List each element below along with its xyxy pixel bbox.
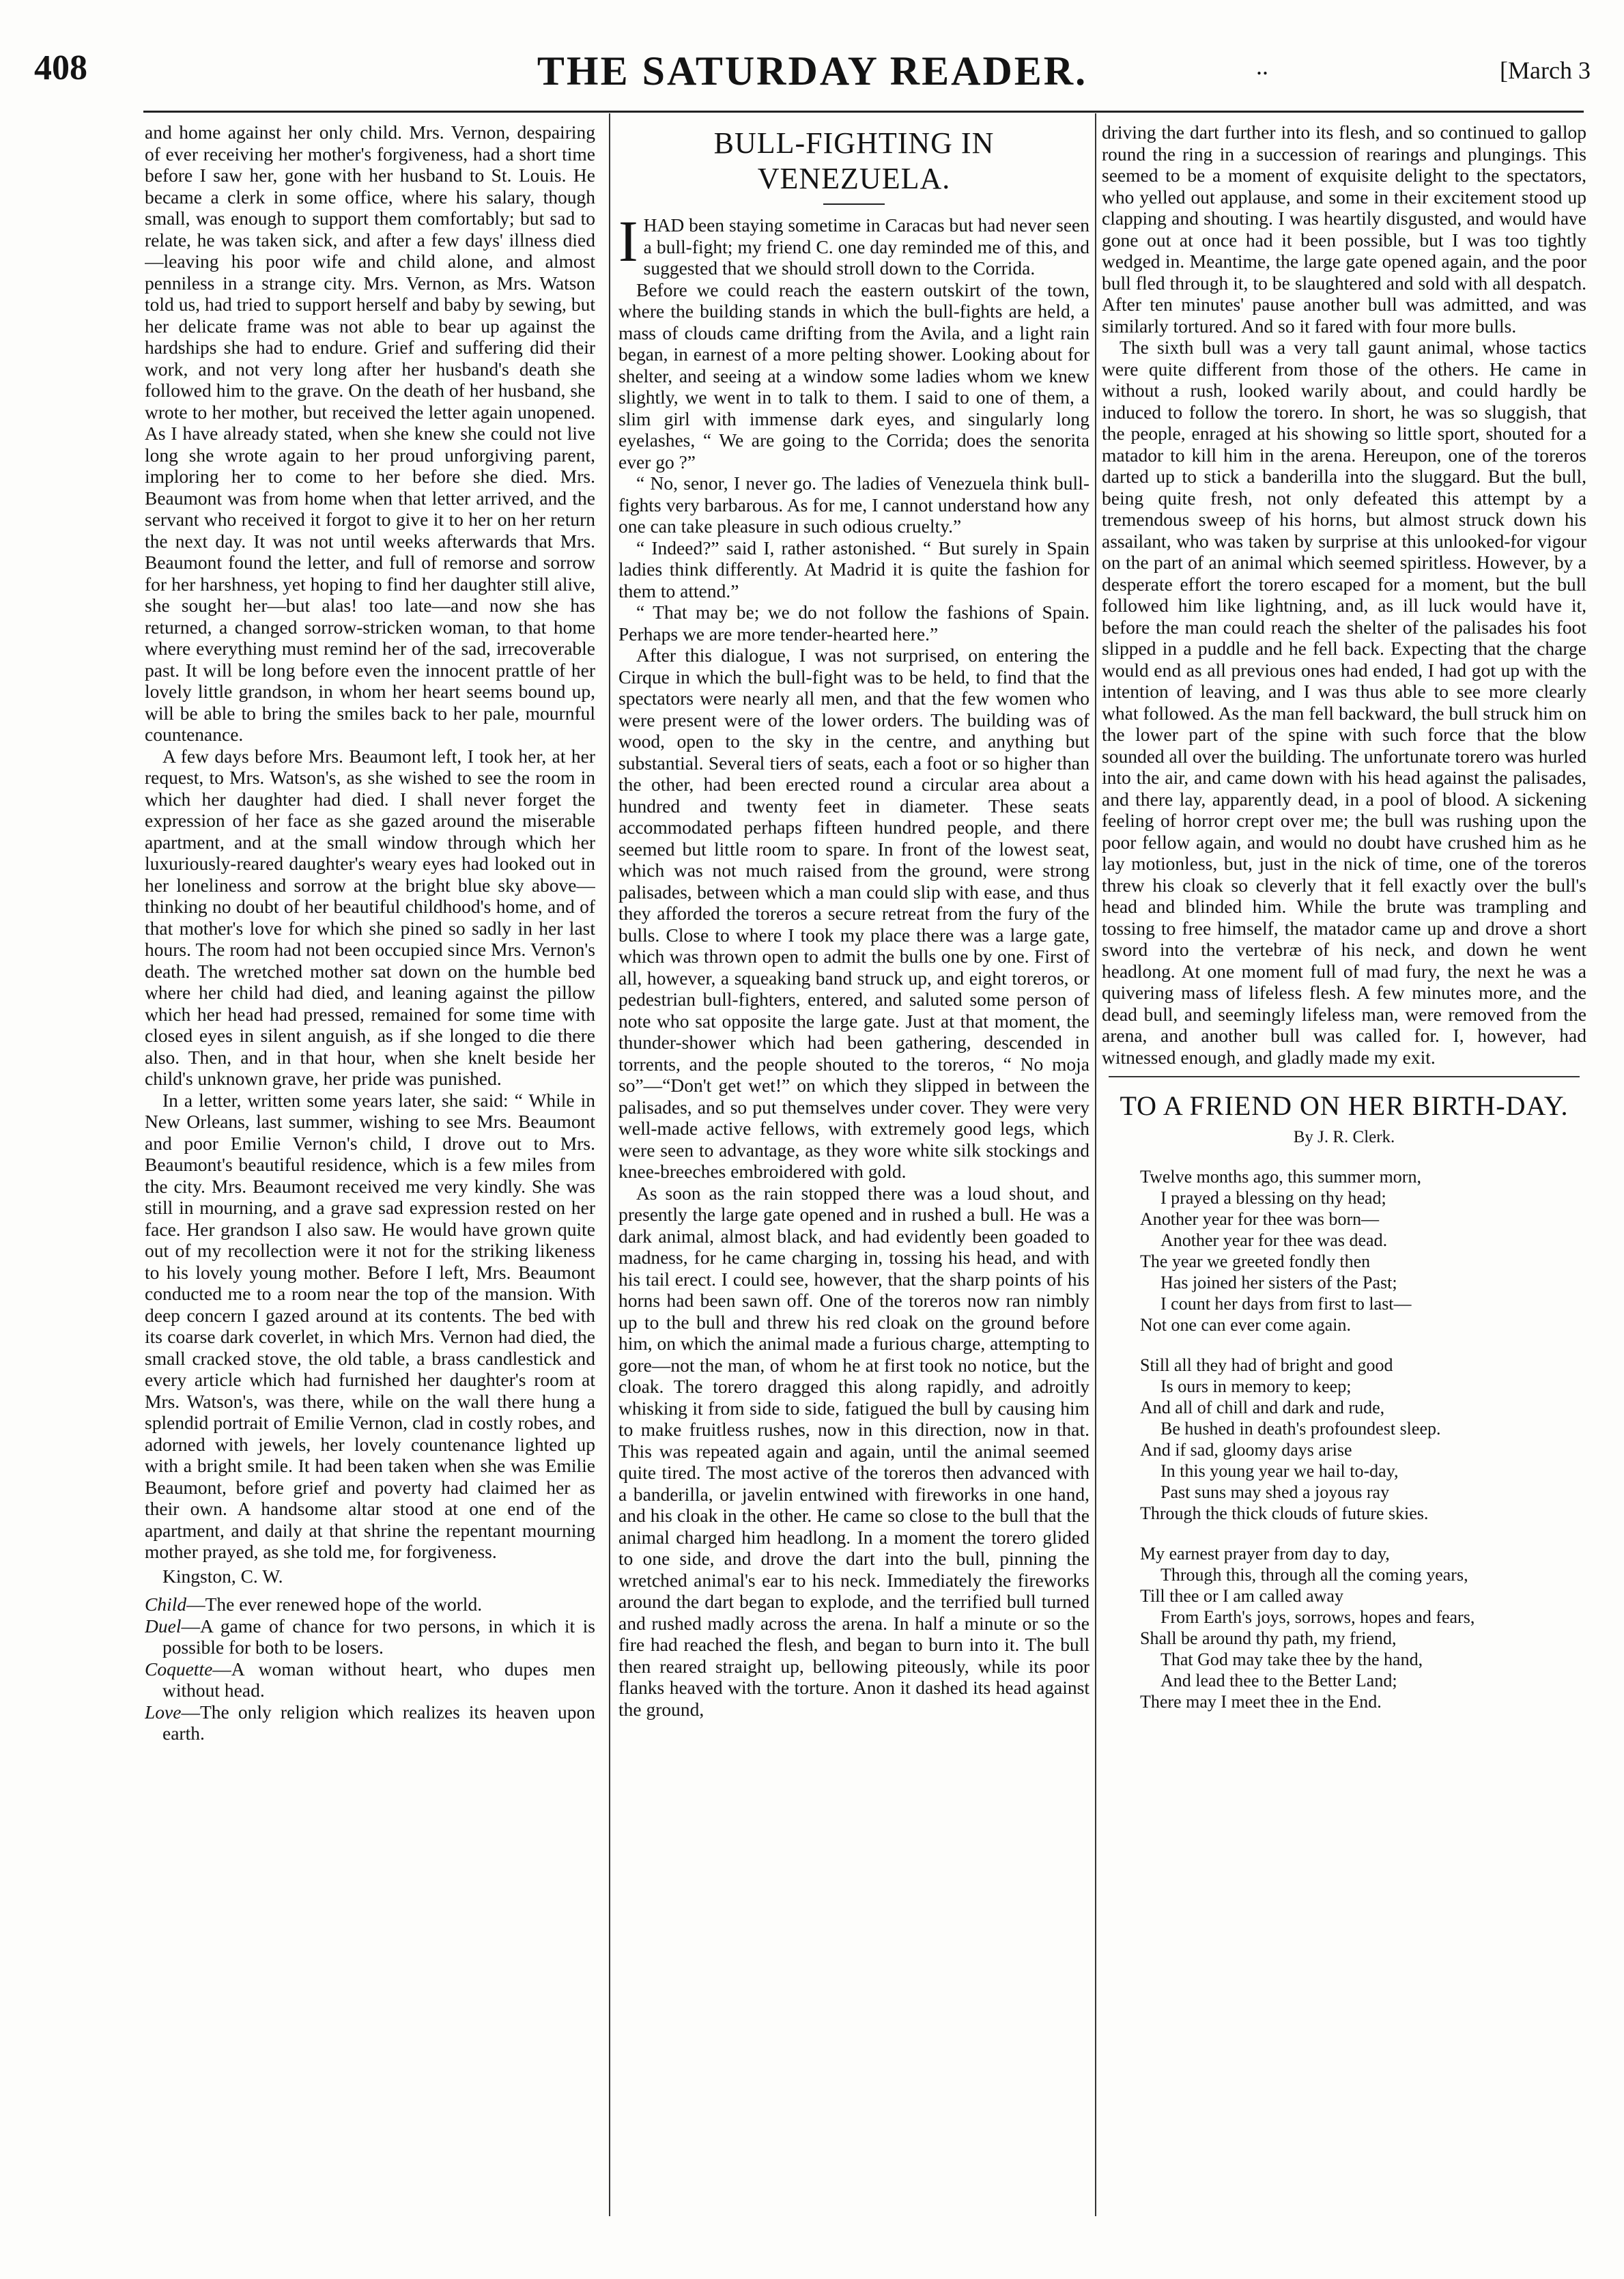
article-paragraph: After this dialogue, I was not surprised, on entering the Cirque in which the bull-fight was to be held, to find that the spectators were nearly all men, and that the few women who were present were of the lower orders. The building was of wood, open to the sky in the centre, and anything but substantial. Several tiers of seats, each a foot or so higher than the other, had been erected round a circular area about a hundred and twenty feet in diameter. These seats accommodated perhaps fifteen hundred people, and there seemed but little room to spare. In front of the lowest seat, which was not much raised from the ground, were strong palisades, between which a man could slip with ease, and thus they afforded the toreros a secure retreat from the fury of the bulls. Close to where I took my place there was a large gate, which was thrown open to admit the bulls one by one. First of all, however, a squeaking band struck up, and eight toreros, or pedestrian bull-fighters, entered, and saluted some person of note who sat opposite the large gate. Just at that moment, the thunder-shower which had been gathering, descended in torrents, and the people shouted to the toreros, “ No moja so”—“Don't get wet!” on which they slipped in between the palisades, and so put themselves under cover. They were very well-made active fellows, with extremely good legs, which were seen to advantage, as they wore white silk stockings and knee-breeches embroidered with gold. xyxy=(618,645,1089,1182)
story-paragraph: In a letter, written some years later, she said: “ While in New Orleans, last summer, wishing to see Mrs. Beaumont and poor Emilie Vernon's child, I drove out to Mrs. Beaumont's beautiful residence, which is a few miles from the city. Mrs. Beaumont received me very kindly. She was still in mourning, and a grave sad expression rested on her face. Her grandson I also saw. He would have grown quite out of my recollection were it not for the striking likeness to his lovely young mother. Before I left, Mrs. Beaumont conducted me to a room near the top of the mansion. With deep concern I gazed around at its contents. The bed with its coarse dark coverlet, in which Mrs. Vernon had died, the small cracked stove, the old table, a brass candlestick and every article which had furnished her daughter's room at Mrs. Watson's, was there, while on the wall there hung a splendid portrait of Emilie Vernon, clad in costly robes, and adorned with jewels, her lovely countenance lighted up with a bright smile. It had been taken when she was Emilie Beaumont, before grief and poverty had claimed her as their own. A handsome altar stood at one end of the apartment, and daily at that shrine the repentant mourning mother prayed, as she told me, for forgiveness. xyxy=(145,1089,595,1562)
poem-line: That God may take thee by the hand, xyxy=(1160,1649,1423,1669)
story-signature: Kingston, C. W. xyxy=(162,1565,283,1587)
definition-term: Child xyxy=(145,1594,187,1615)
poem-line: Not one can ever come again. xyxy=(1140,1314,1351,1335)
definition-text: —The only religion which realizes its heaven upon earth. xyxy=(162,1701,595,1744)
definition-item xyxy=(145,1658,595,1701)
poem-line: Be hushed in death's profoundest sleep. xyxy=(1160,1418,1441,1439)
section-rule xyxy=(1109,1076,1580,1077)
poem-line: Is ours in memory to keep; xyxy=(1160,1376,1352,1396)
poem-line: Shall be around thy path, my friend, xyxy=(1140,1628,1397,1648)
definitions xyxy=(145,1594,595,1744)
poem-line: And all of chill and dark and rude, xyxy=(1140,1397,1385,1417)
column-two xyxy=(618,122,1089,2224)
page-header xyxy=(34,48,1591,102)
definition-item xyxy=(145,1594,595,1615)
poem-line: Through the thick clouds of future skies. xyxy=(1140,1503,1429,1523)
poem-body xyxy=(1102,1166,1586,1712)
story-paragraph: and home against her only child. Mrs. Vernon, despairing of ever receiving her mother's forgiveness, had a short time before I saw her, gone with her husband to St. Louis. He became a clerk in some office, where his salary, though small, was enough to support them comfortably; but sad to relate, he was taken sick, and after a few days' illness died—leaving his poor wife and child alone, and almost penniless in a strange city. Mrs. Vernon, as Mrs. Watson told us, had tried to support herself and baby by sewing, but her delicate frame was not able to bear up against the hardships she had to endure. Grief and suffering did their work, and not very long after her husband's death she followed him to the grave. On the death of her husband, she wrote to her mother, but received the letter again unopened. As I have already stated, when she knew she could not live long she wrote again to her proud unforgiving parent, imploring her to come to her before she died. Mrs. Beaumont was from home when that letter arrived, and the servant who received it forgot to give it to her on her return the next day. It was not until weeks afterwards that Mrs. Beaumont found the letter, and full of remorse and sorrow for her harshness, yet hoping to find her daughter still alive, she sought her—but alas! too late—and now she has returned, a changed sorrow-stricken woman, to that home where everything must remind her of the sad, irrecoverable past. It will be long before even the innocent prattle of her lovely little grandson, in whom her heart seems bound up, will be able to bring the smiles back to her pale, mournful countenance. xyxy=(145,122,595,745)
poem-line: The year we greeted fondly then xyxy=(1140,1251,1371,1271)
article-paragraph xyxy=(618,208,1089,279)
poem-line: From Earth's joys, sorrows, hopes and fears, xyxy=(1160,1606,1475,1627)
poem-stanza xyxy=(1140,1166,1586,1335)
poem-line: There may I meet thee in the End. xyxy=(1140,1691,1382,1712)
poem-line: I count her days from first to last— xyxy=(1160,1293,1412,1314)
column-three xyxy=(1102,122,1586,2224)
header-dots: .. xyxy=(1256,53,1268,80)
article-title: BULL-FIGHTING IN VENEZUELA. xyxy=(713,126,995,195)
poem-line: Another year for thee was born— xyxy=(1140,1208,1380,1229)
definition-text: —The ever renewed hope of the world. xyxy=(186,1594,483,1615)
poem-line: Still all they had of bright and good xyxy=(1140,1355,1393,1375)
poem-line: Has joined her sisters of the Past; xyxy=(1160,1272,1397,1292)
poem-line: Another year for thee was dead. xyxy=(1160,1230,1388,1250)
poem-line: Twelve months ago, this summer morn, xyxy=(1140,1166,1421,1187)
masthead: THE SATURDAY READER. xyxy=(537,48,1088,94)
article-paragraph: “ That may be; we do not follow the fashions of Spain. Perhaps we are more tender-hearted here.” xyxy=(618,601,1089,645)
poem-stanza xyxy=(1140,1543,1586,1712)
issue-date: [March 3 xyxy=(1500,57,1591,84)
article-paragraph: Before we could reach the eastern outskirt of the town, where the building stands in which the bull-fights are held, a mass of clouds came drifting from the Avila, and a light rain began, in earnest of a more pelting shower. Looking about for shelter, and seeing at a window some ladies whom we knew slightly, we went in to talk to them. I said to one of them, a slim girl with immense dark eyes, and singularly long eyelashes, “ We are going to the Corrida; does the senorita ever go ?” xyxy=(618,279,1089,472)
definition-item xyxy=(145,1615,595,1658)
article-paragraph: As soon as the rain stopped there was a loud shout, and presently the large gate opened and in rushed a bull. He was a dark animal, almost black, and had evidently been goaded to madness, for he came charging in, tossing his head, and with his tail erect. I could see, however, that the sharp points of his horns had been sawn off. One of the toreros now ran nimbly up to the bull and threw his red cloak on the ground before him, on which the animal made a furious charge, attempting to gore—not the man, of whom he at first took no notice, but the cloak. The torero dragged this along rapidly, and adroitly whisking it from side to side, fatigued the bull by causing him to make fruitless rushes, now in this direction, now in that. This was repeated again and again, until the animal seemed quite tired. The most active of the toreros then advanced with a banderilla, or javelin entwined with fireworks in one hand, and his cloak in the other. He came so close to the bull that the animal charged him headlong. In a moment the torero glided to one side, and drove the dart into the bull, pinning the wretched animal's ear to his neck. Immediately the fireworks around the dart began to explode, and the terrified bull turned and rushed madly across the arena. In half a minute or so the fire had reached the flesh, and began to burn into it. The bull then reared straight up, bellowing piteously, while its poor flanks heaved with the torture. Anon it dashed its head against the ground, xyxy=(618,1182,1089,1720)
header-rule xyxy=(143,111,1584,113)
poem-line: And if sad, gloomy days arise xyxy=(1140,1439,1352,1460)
column-one xyxy=(145,122,595,2224)
article-paragraph: The sixth bull was a very tall gaunt animal, whose tactics were quite different from those of the others. He came in without a rush, looked warily about, and could hardly be induced to follow the torero. In short, he was so sluggish, that the people, enraged at his showing so little sport, shouted for a matador to kill him in the arena. Hereupon, one of the toreros darted up to stick a banderilla into the sluggard. But the bull, being quite fresh, not only defeated this attempt by a tremendous sweep of his horns, but almost struck down his assailant, who was taken by surprise at this unlooked-for vigour on the part of an animal which seemed spiritless. However, by a desperate effort the torero escaped for a moment, but the bull followed him like lightning, and, as ill luck would have it, before the man could reach the shelter of the palisades his foot slipped in a puddle and he fell back. Expecting that the charge would end as all previous ones had ended, I had got up with the intention of leaving, and I was thus able to see more clearly what followed. As the man fell backward, the bull struck him on the lower part of the spine with such force that the blow sounded all over the building. The unfortunate torero was hurled into the air, and came down with his head against the palisades, and there lay, apparently dead, in a pool of blood. A sickening feeling of horror crept over me; the bull was rushing upon the poor fellow again, and would no doubt have crushed him as he lay motionless, but, just in the nick of time, one of the toreros threw his cloak so cleverly that it fell exactly over the bull's head and blinded him. While the brute was trampling and tossing to free himself, the matador came up and drove a short sword into the vertebræ of his neck, and down he went headlong. At one moment full of mad fury, the next he was a quivering mass of lifeless flesh. A few minutes more, and the dead bull, and seemingly lifeless man, were removed from the arena, and another bull was called for. I, however, had witnessed enough, and gladly made my exit. xyxy=(1102,337,1586,1068)
definition-item xyxy=(145,1701,595,1744)
title-rule xyxy=(823,203,885,205)
poem-line: In this young year we hail to-day, xyxy=(1160,1460,1399,1481)
definition-text: —A game of chance for two persons, in which it is possible for both to be losers. xyxy=(162,1615,595,1658)
poem-stanza xyxy=(1140,1355,1586,1524)
definition-term: Love xyxy=(145,1701,182,1723)
poem-line: My earnest prayer from day to day, xyxy=(1140,1543,1390,1563)
poem-title: TO A FRIEND ON HER BIRTH-DAY. xyxy=(1120,1090,1569,1121)
column-divider xyxy=(1095,113,1096,2216)
poem-line: And lead thee to the Better Land; xyxy=(1160,1670,1397,1690)
article-paragraph: “ Indeed?” said I, rather astonished. “ But surely in Spain ladies think differently. At Madrid it is quite the fashion for them to attend.” xyxy=(618,537,1089,601)
page-number: 408 xyxy=(34,48,87,87)
drop-cap: I xyxy=(618,208,638,274)
definition-text: —A woman without heart, who dupes men without head. xyxy=(162,1658,595,1701)
poem-line: Through this, through all the coming years, xyxy=(1160,1564,1468,1585)
definition-term: Duel xyxy=(145,1615,182,1637)
poem-line: Past suns may shed a joyous ray xyxy=(1160,1482,1390,1502)
article-lead: HAD been staying sometime in Caracas but had never seen a bull-fight; my friend C. one day reminded me of this, and suggested that we should stroll down to the Corrida. xyxy=(643,214,1089,279)
story-paragraph: A few days before Mrs. Beaumont left, I took her, at her request, to Mrs. Watson's, as she wished to see the room in which her daughter had died. I shall never forget the expression of her face as she gazed around the miserable apartment, and at the small window through which her luxuriously-reared daughter's weary eyes had looked out in her loneliness and sorrow at the bright blue sky above—thinking no doubt of her beautiful childhood's home, and of that mother's love for which she pined so sadly in her last hours. The room had not been occupied since Mrs. Vernon's death. The wretched mother sat down on the humble bed where her child had died, and leaning against the pillow which her head had pressed, remained for some time with closed eyes in silent anguish, as if she longed to die there also. Then, and in that hour, when she knelt beside her child's unknown grave, her pride was punished. xyxy=(145,745,595,1089)
definition-term: Coquette xyxy=(145,1658,213,1680)
article-paragraph: “ No, senor, I never go. The ladies of Venezuela think bull-fights very barbarous. As for me, I cannot understand how any one can take pleasure in such odious cruelty.” xyxy=(618,472,1089,537)
poem-byline: By J. R. Clerk. xyxy=(1293,1128,1395,1146)
article-paragraph: driving the dart further into its flesh, and so continued to gallop round the ring in a succession of rearings and plungings. This seemed to be a moment of exquisite delight to the spectators, who yelled out applause, and some in their excitement stood up clapping and shouting. I was heartily disgusted, and would have gone out at once had it been possible, but I was too tightly wedged in. Meantime, the large gate opened again, and the poor bull fled through it, to be slaughtered and sold with all despatch. After ten minutes' pause another bull was admitted, and was similarly tortured. And so it fared with four more bulls. xyxy=(1102,122,1586,337)
column-divider xyxy=(609,113,610,2216)
poem-line: Till thee or I am called away xyxy=(1140,1585,1343,1606)
poem-line: I prayed a blessing on thy head; xyxy=(1160,1187,1386,1208)
